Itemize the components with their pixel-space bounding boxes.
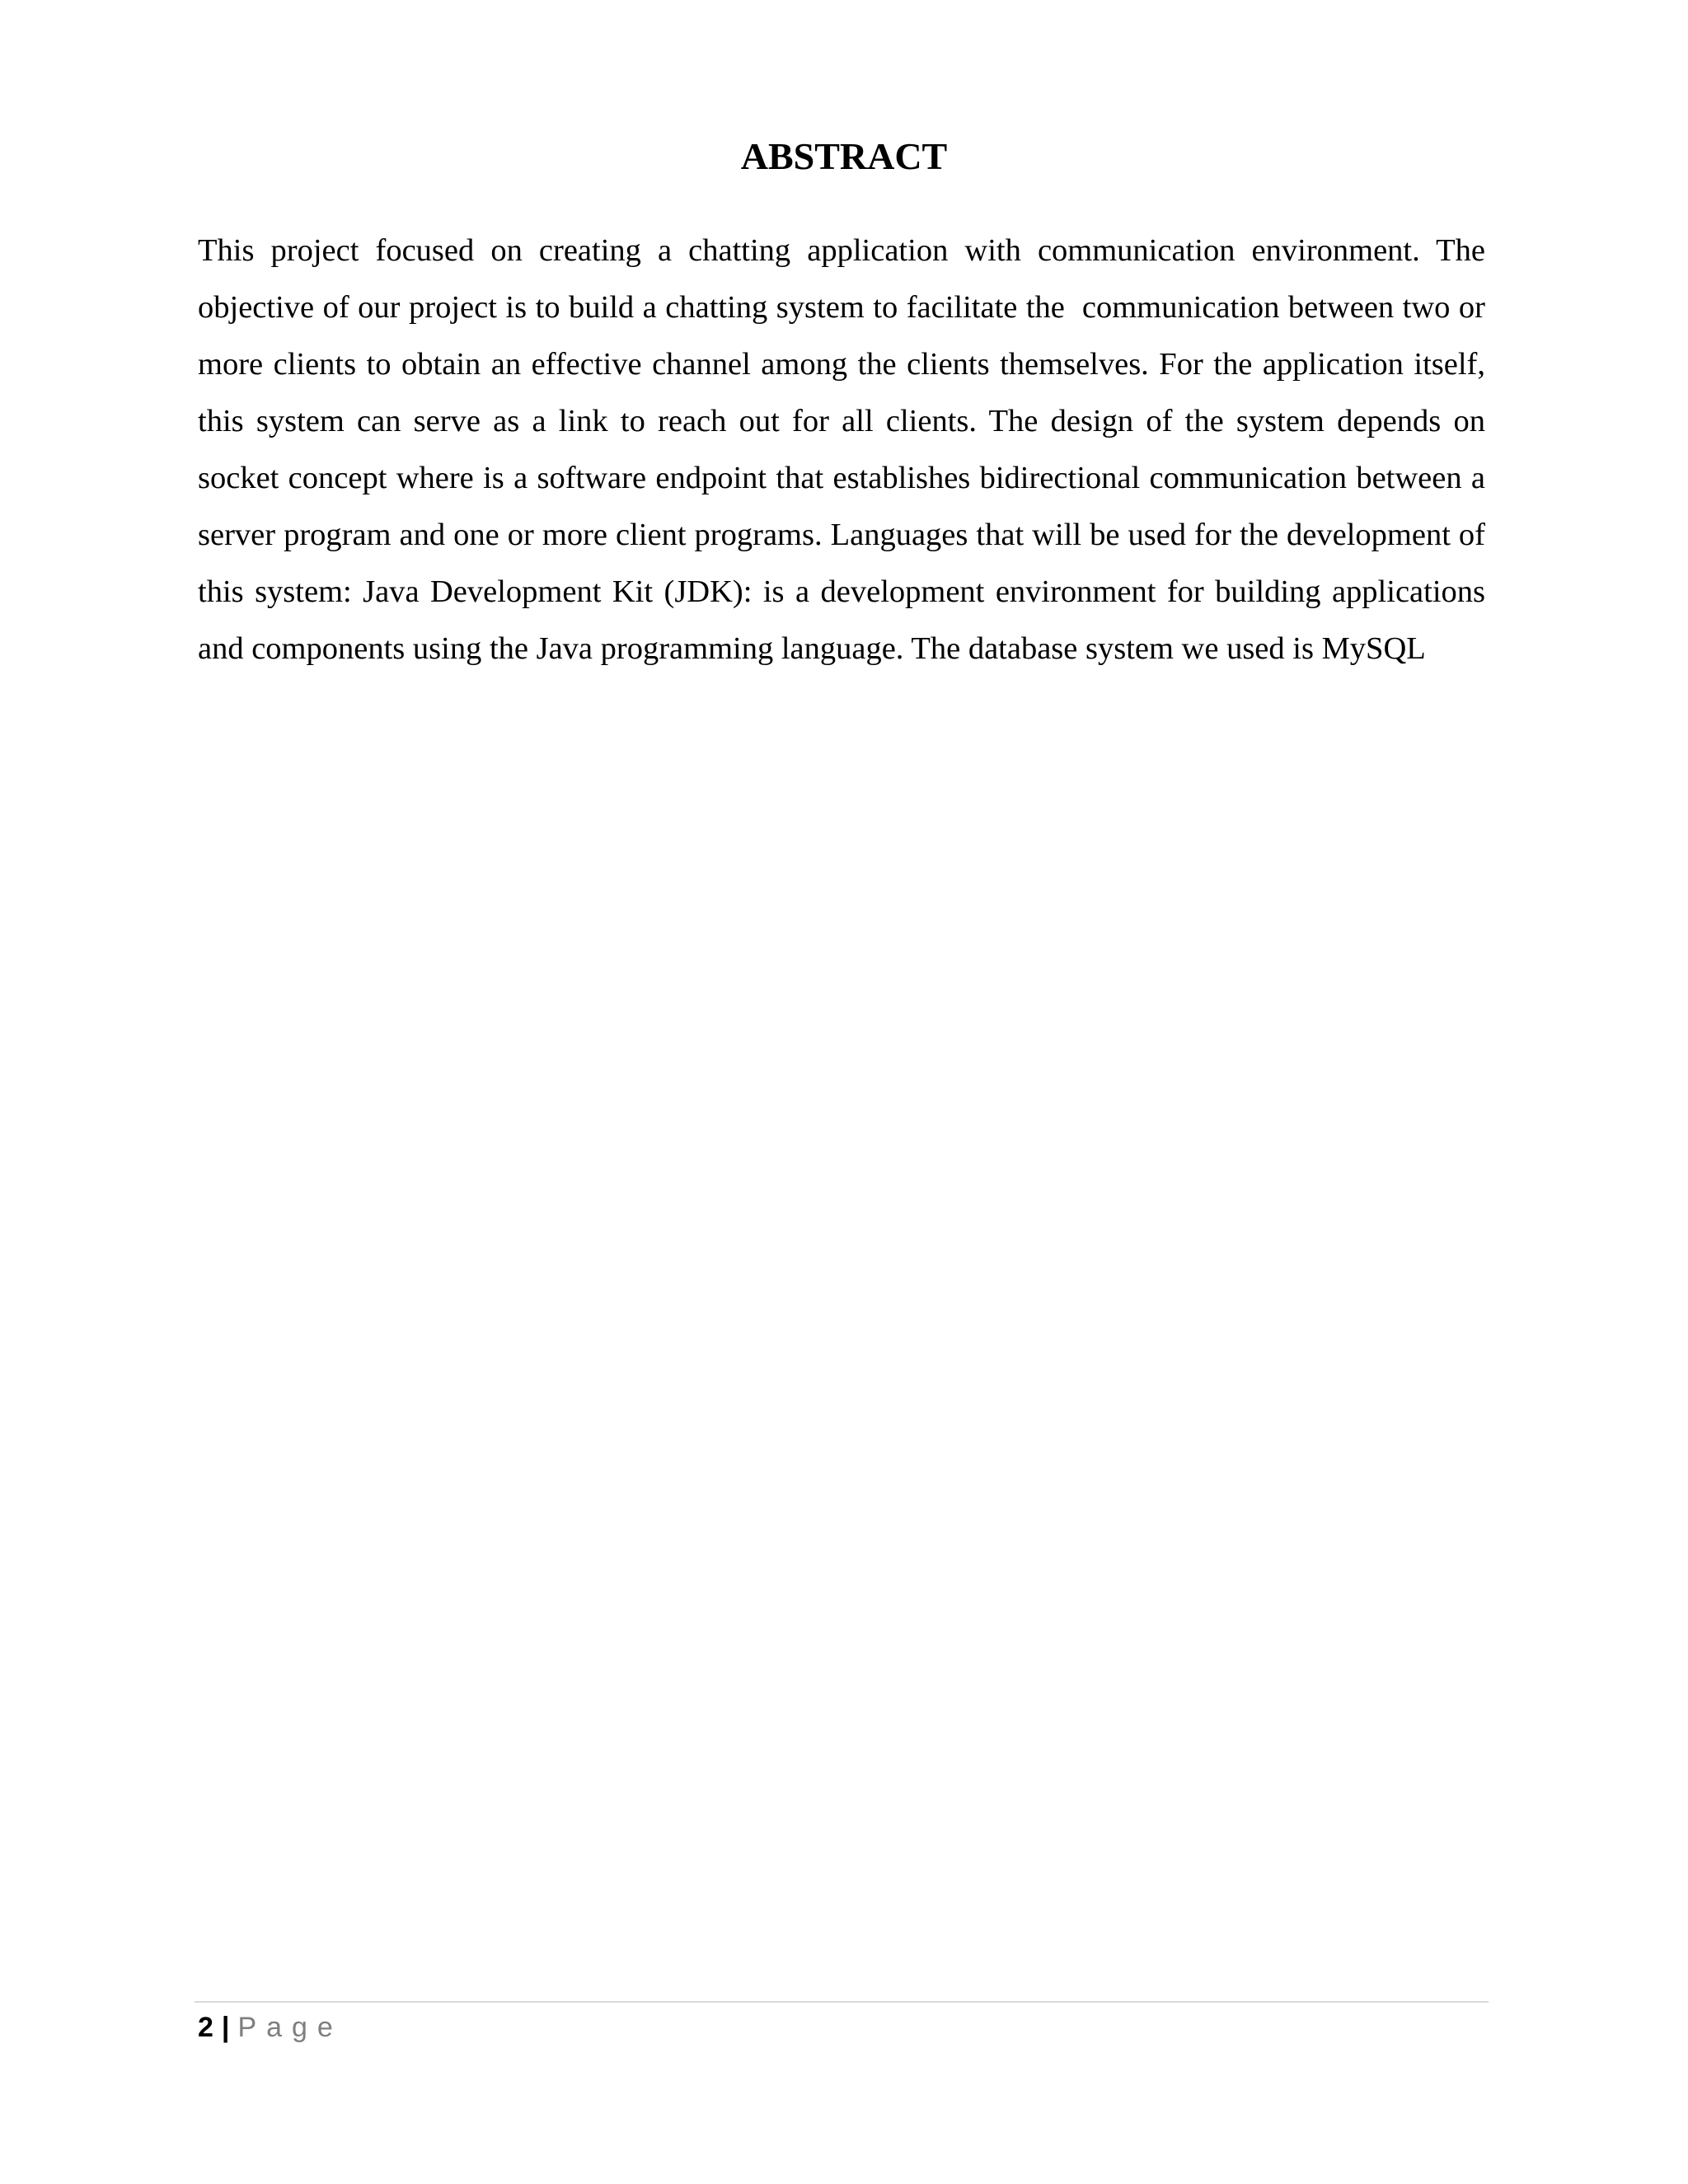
page-title: ABSTRACT [740, 135, 948, 177]
page-footer [198, 2008, 343, 2047]
page-label: Page [237, 2012, 343, 2043]
page-number: 2 [198, 2012, 213, 2043]
abstract-paragraph: This project focused on creating a chatting application with communication environment. The objective of our project is to build a chatting system to facilitate the communication between two or more clients to obtain an effective channel among the clients themselves. For the application itself, this system can serve as a link to reach out for all clients. The design of the system depends on socket concept where is a software endpoint that establishes bidirectional communication between a server program and one or more client programs. Languages that will be used for the development of this system: Java Development Kit (JDK): is a development environment for building applications and components using the Java programming language. The database system we used is MySQL [198, 233, 1493, 666]
footer-divider [195, 2001, 1489, 2003]
page-separator: | [221, 2012, 230, 2043]
